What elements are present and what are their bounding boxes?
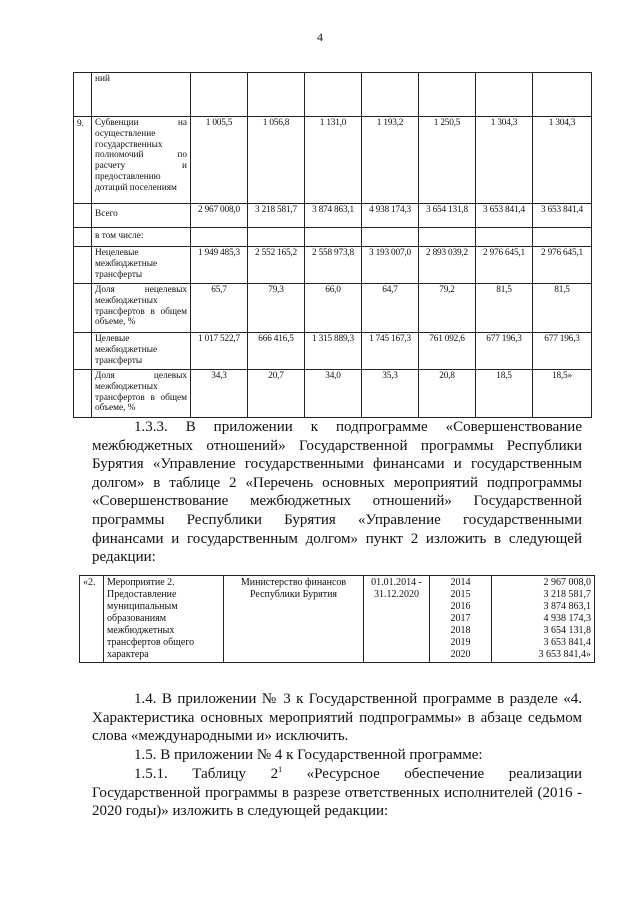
cell-value: 3 654 131,8 xyxy=(419,204,476,228)
cell-value: 65,7 xyxy=(191,284,248,333)
cell-value: 18,5 xyxy=(476,370,533,418)
event-name: Мероприятие 2. Предоставление муниципальным образованиям межбюджетных трансфертов общего характера xyxy=(104,576,224,663)
cell-value: 2 976 645,1 xyxy=(533,247,592,284)
cell-value: 34,3 xyxy=(191,370,248,418)
cell-value: 2 552 165,2 xyxy=(248,247,305,284)
row-number: «2. xyxy=(80,576,104,663)
table-row xyxy=(74,370,592,418)
amounts-column: 2 967 008,0 3 218 581,7 3 874 863,1 4 938 174,3 3 654 131,8 3 653 841,4 3 653 841,4» xyxy=(492,576,595,663)
cell-value: 1 949 485,3 xyxy=(191,247,248,284)
cell-value: 3 874 863,1 xyxy=(305,204,362,228)
row-number: 9. xyxy=(74,117,92,204)
table-row xyxy=(74,333,592,370)
table-row xyxy=(74,228,592,247)
row-name: Доля нецелевых межбюджетных трансфертов в общем объеме, % xyxy=(92,284,191,333)
cell-value: 79,3 xyxy=(248,284,305,333)
paragraph-1-5-1: 1.5.1. Таблицу $2^1$ «Ресурсное обеспечение реализации Государственной программы в разрезе ответственных исполнителей (2016 - 2020 годы)» изложить в следующей редакции: xyxy=(92,765,582,820)
cell-value: 20,7 xyxy=(248,370,305,418)
cell-value: 2 967 008,0 xyxy=(191,204,248,228)
paragraph-1-3-3: 1.3.3. В приложении к подпрограмме «Совершенствование межбюджетных отношений» Государственной программы Республики Бурятия «Управление государственными финансами и государственным долгом» в таблице 2 «Перечень основных мероприятий подпрограммы «Совершенствование межбюджетных отношений» Государственной программы Республики Бурятия «Управление государственными финансами и государственным долгом» пункт 2 изложить в следующей редакции: xyxy=(92,419,582,566)
cell-value: 1 193,2 xyxy=(362,117,419,204)
executor: Министерство финансов Республики Бурятия xyxy=(224,576,364,663)
cell-value: 18,5» xyxy=(533,370,592,418)
cell-value: 79,2 xyxy=(419,284,476,333)
period: 01.01.2014 - 31.12.2020 xyxy=(364,576,430,663)
cell-value: 666 416,5 xyxy=(248,333,305,370)
paragraph-1-4: 1.4. В приложении № 3 к Государственной программе в разделе «4. Характеристика основных мероприятий подпрограммы» в абзаце седьмом слова «международными и» исключить. xyxy=(92,691,582,745)
cell-value: 3 193 007,0 xyxy=(362,247,419,284)
table-row xyxy=(74,73,592,117)
row-name: Всего xyxy=(92,204,191,228)
cell-value: 1 745 167,3 xyxy=(362,333,419,370)
cell-value: 66,0 xyxy=(305,284,362,333)
cell-value: 3 218 581,7 xyxy=(248,204,305,228)
cell-value: 1 315 889,3 xyxy=(305,333,362,370)
event-table xyxy=(79,575,595,663)
cell-value: 81,5 xyxy=(533,284,592,333)
cell-value: 2 558 973,8 xyxy=(305,247,362,284)
cell-value: 761 092,6 xyxy=(419,333,476,370)
cell-value: 81,5 xyxy=(476,284,533,333)
page-number: 4 xyxy=(317,30,323,44)
cell-value: 64,7 xyxy=(362,284,419,333)
cell-value: 3 653 841,4 xyxy=(533,204,592,228)
cell-value: 34,0 xyxy=(305,370,362,418)
cell-value: 1 250,5 xyxy=(419,117,476,204)
row-name: Нецелевые межбюджетные трансферты xyxy=(92,247,191,284)
cell-value: 1 005,5 xyxy=(191,117,248,204)
cell-value: 20,8 xyxy=(419,370,476,418)
table-row xyxy=(74,247,592,284)
table-row xyxy=(80,576,595,663)
cell-value: 1 056,8 xyxy=(248,117,305,204)
cell-value: 4 938 174,3 xyxy=(362,204,419,228)
years-column: 2014 2015 2016 2017 2018 2019 2020 xyxy=(430,576,492,663)
row-name: Целевые межбюджетные трансферты xyxy=(92,333,191,370)
row-name: в том числе: xyxy=(92,228,191,247)
cell-value: 1 304,3 xyxy=(476,117,533,204)
row-name: Доля целевых межбюджетных трансфертов в общем объеме, % xyxy=(92,370,191,418)
cell-value: 2 976 645,1 xyxy=(476,247,533,284)
row-name: Субвенции на осуществление государственных полномочий по расчету и предоставлению дотаций поселениям xyxy=(92,117,191,204)
cell-value: 677 196,3 xyxy=(476,333,533,370)
cell-value: 677 196,3 xyxy=(533,333,592,370)
table-row xyxy=(74,204,592,228)
cell-value: 1 131,0 xyxy=(305,117,362,204)
table-row xyxy=(74,284,592,333)
paragraph-1-5: 1.5. В приложении № 4 к Государственной программе: xyxy=(134,747,483,763)
row-name: ний xyxy=(92,73,191,117)
cell-value: 35,3 xyxy=(362,370,419,418)
budget-table xyxy=(73,72,592,418)
cell-value: 1 304,3 xyxy=(533,117,592,204)
cell-value: 3 653 841,4 xyxy=(476,204,533,228)
cell-value: 1 017 522,7 xyxy=(191,333,248,370)
cell-value: 2 893 039,2 xyxy=(419,247,476,284)
table-row xyxy=(74,117,592,204)
